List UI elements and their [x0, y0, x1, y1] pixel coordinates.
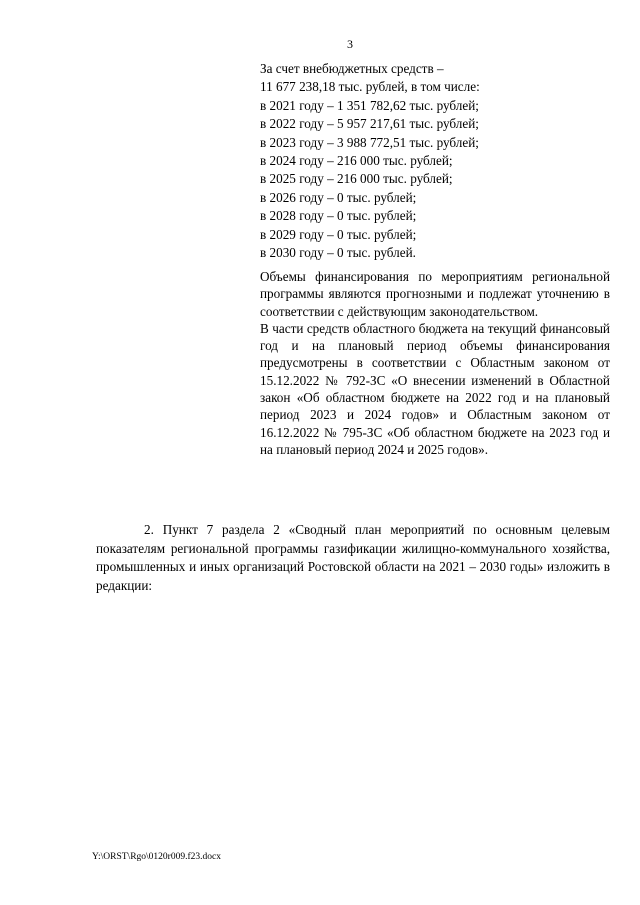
funding-list — [260, 60, 610, 262]
funding-line: в 2029 году – 0 тыс. рублей; — [260, 226, 417, 242]
page-number: 3 — [347, 37, 353, 51]
funding-line: За счет внебюджетных средств – — [260, 61, 444, 76]
funding-line: в 2030 году – 0 тыс. рублей. — [260, 245, 416, 261]
budget-law-note: В части средств областного бюджета на текущий финансовый год и на плановый период объемы финансирования предусмотрены в соответствии с Областным законом от 15.12.2022 № 792-ЗС «О внесении изменений в Областной закон «Об областном бюджете на 2022 год и на плановый период 2023 и 2024 годов» и Областным законом от 16.12.2022 № 795-ЗС «Об областном бюджете на 2023 год и на плановый период 2024 и 2025 годов». — [260, 320, 610, 457]
amendment-text: 2. Пункт 7 раздела 2 «Сводный план мероприятий по основным целевым показателям региональной программы газификации жилищно-коммунального хозяйства, промышленных и иных организаций Ростовской области на 2021 – 2030 годы» изложить в редакции: — [96, 522, 610, 593]
footer-file-path: Y:\ORST\Rgo\0120r009.f23.docx — [92, 852, 221, 862]
funding-line: в 2028 году – 0 тыс. рублей; — [260, 208, 417, 224]
funding-line: в 2023 году – 3 988 772,51 тыс. рублей; — [260, 134, 479, 150]
funding-line: в 2025 году – 216 000 тыс. рублей; — [260, 171, 453, 187]
funding-notes — [260, 268, 610, 458]
funding-line: в 2026 году – 0 тыс. рублей; — [260, 189, 417, 205]
funding-line: в 2022 году – 5 957 217,61 тыс. рублей; — [260, 116, 479, 132]
funding-line: в 2021 году – 1 351 782,62 тыс. рублей; — [260, 97, 479, 113]
funding-line: 11 677 238,18 тыс. рублей, в том числе: — [260, 79, 480, 95]
amendment-paragraph — [96, 521, 610, 595]
forecast-note: Объемы финансирования по мероприятиям региональной программы являются прогнозными и подлежат уточнению в соответствии с действующим законодательством. — [260, 269, 610, 319]
funding-line: в 2024 году – 216 000 тыс. рублей; — [260, 153, 453, 169]
